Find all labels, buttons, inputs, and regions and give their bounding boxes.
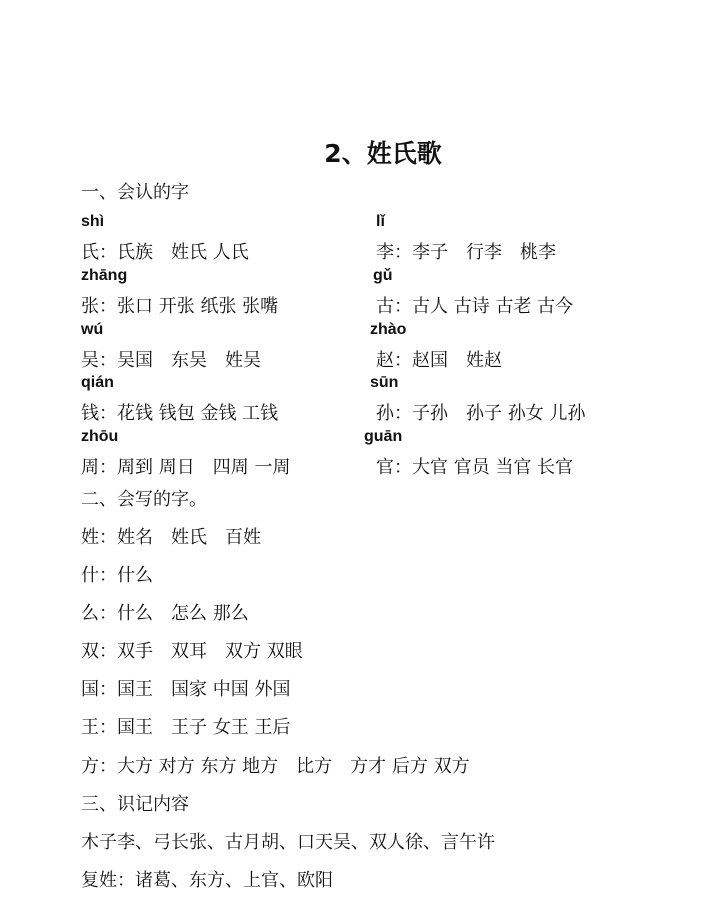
section-heading-memorize: 三、识记内容 [81, 794, 189, 815]
memorize-line-surnames: 木子李、弓长张、古月胡、口天吴、双人徐、言午许 [81, 832, 495, 853]
pinyin-zhao: zhào [370, 321, 407, 338]
pinyin-shi: shì [81, 213, 105, 230]
section-heading-write: 二、会写的字。 [81, 489, 207, 510]
word-line-zhang: 张：张口 开张 纸张 张嘴 [81, 296, 279, 317]
section-heading-recognize: 一、会认的字 [81, 182, 189, 203]
write-line-xing: 姓：姓名 姓氏 百姓 [81, 527, 261, 548]
write-line-shuang: 双：双手 双耳 双方 双眼 [81, 641, 303, 662]
word-line-zhao: 赵：赵国 姓赵 [376, 350, 502, 371]
pinyin-wu: wú [81, 321, 104, 338]
pinyin-sun: sūn [370, 374, 399, 391]
write-line-me: 么：什么 怎么 那么 [81, 603, 249, 624]
word-line-li: 李：李子 行李 桃李 [376, 242, 556, 263]
write-line-wang: 王：国王 王子 女王 王后 [81, 717, 291, 738]
pinyin-li: lǐ [376, 213, 385, 230]
pinyin-guan: guān [364, 428, 403, 445]
memorize-line-compound-surnames: 复姓：诸葛、东方、上官、欧阳 [81, 870, 333, 891]
write-line-fang: 方：大方 对方 东方 地方 比方 方才 后方 双方 [81, 756, 470, 777]
word-line-sun: 孙：子孙 孙子 孙女 儿孙 [376, 403, 586, 424]
pinyin-gu: gǔ [373, 267, 393, 284]
write-line-shen: 什：什么 [81, 565, 153, 586]
pinyin-zhou: zhōu [81, 428, 119, 445]
write-line-guo: 国：国王 国家 中国 外国 [81, 679, 291, 700]
word-line-guan: 官：大官 官员 当官 长官 [376, 457, 574, 478]
pinyin-qian: qián [81, 374, 114, 391]
word-line-shi: 氏：氏族 姓氏 人氏 [81, 242, 249, 263]
word-line-wu: 吴：吴国 东吴 姓吴 [81, 350, 261, 371]
page-title: 2、姓氏歌 [324, 139, 442, 168]
word-line-zhou: 周：周到 周日 四周 一周 [81, 457, 291, 478]
word-line-qian: 钱：花钱 钱包 金钱 工钱 [81, 403, 279, 424]
word-line-gu: 古：古人 古诗 古老 古今 [376, 296, 574, 317]
pinyin-zhang: zhāng [81, 267, 128, 284]
